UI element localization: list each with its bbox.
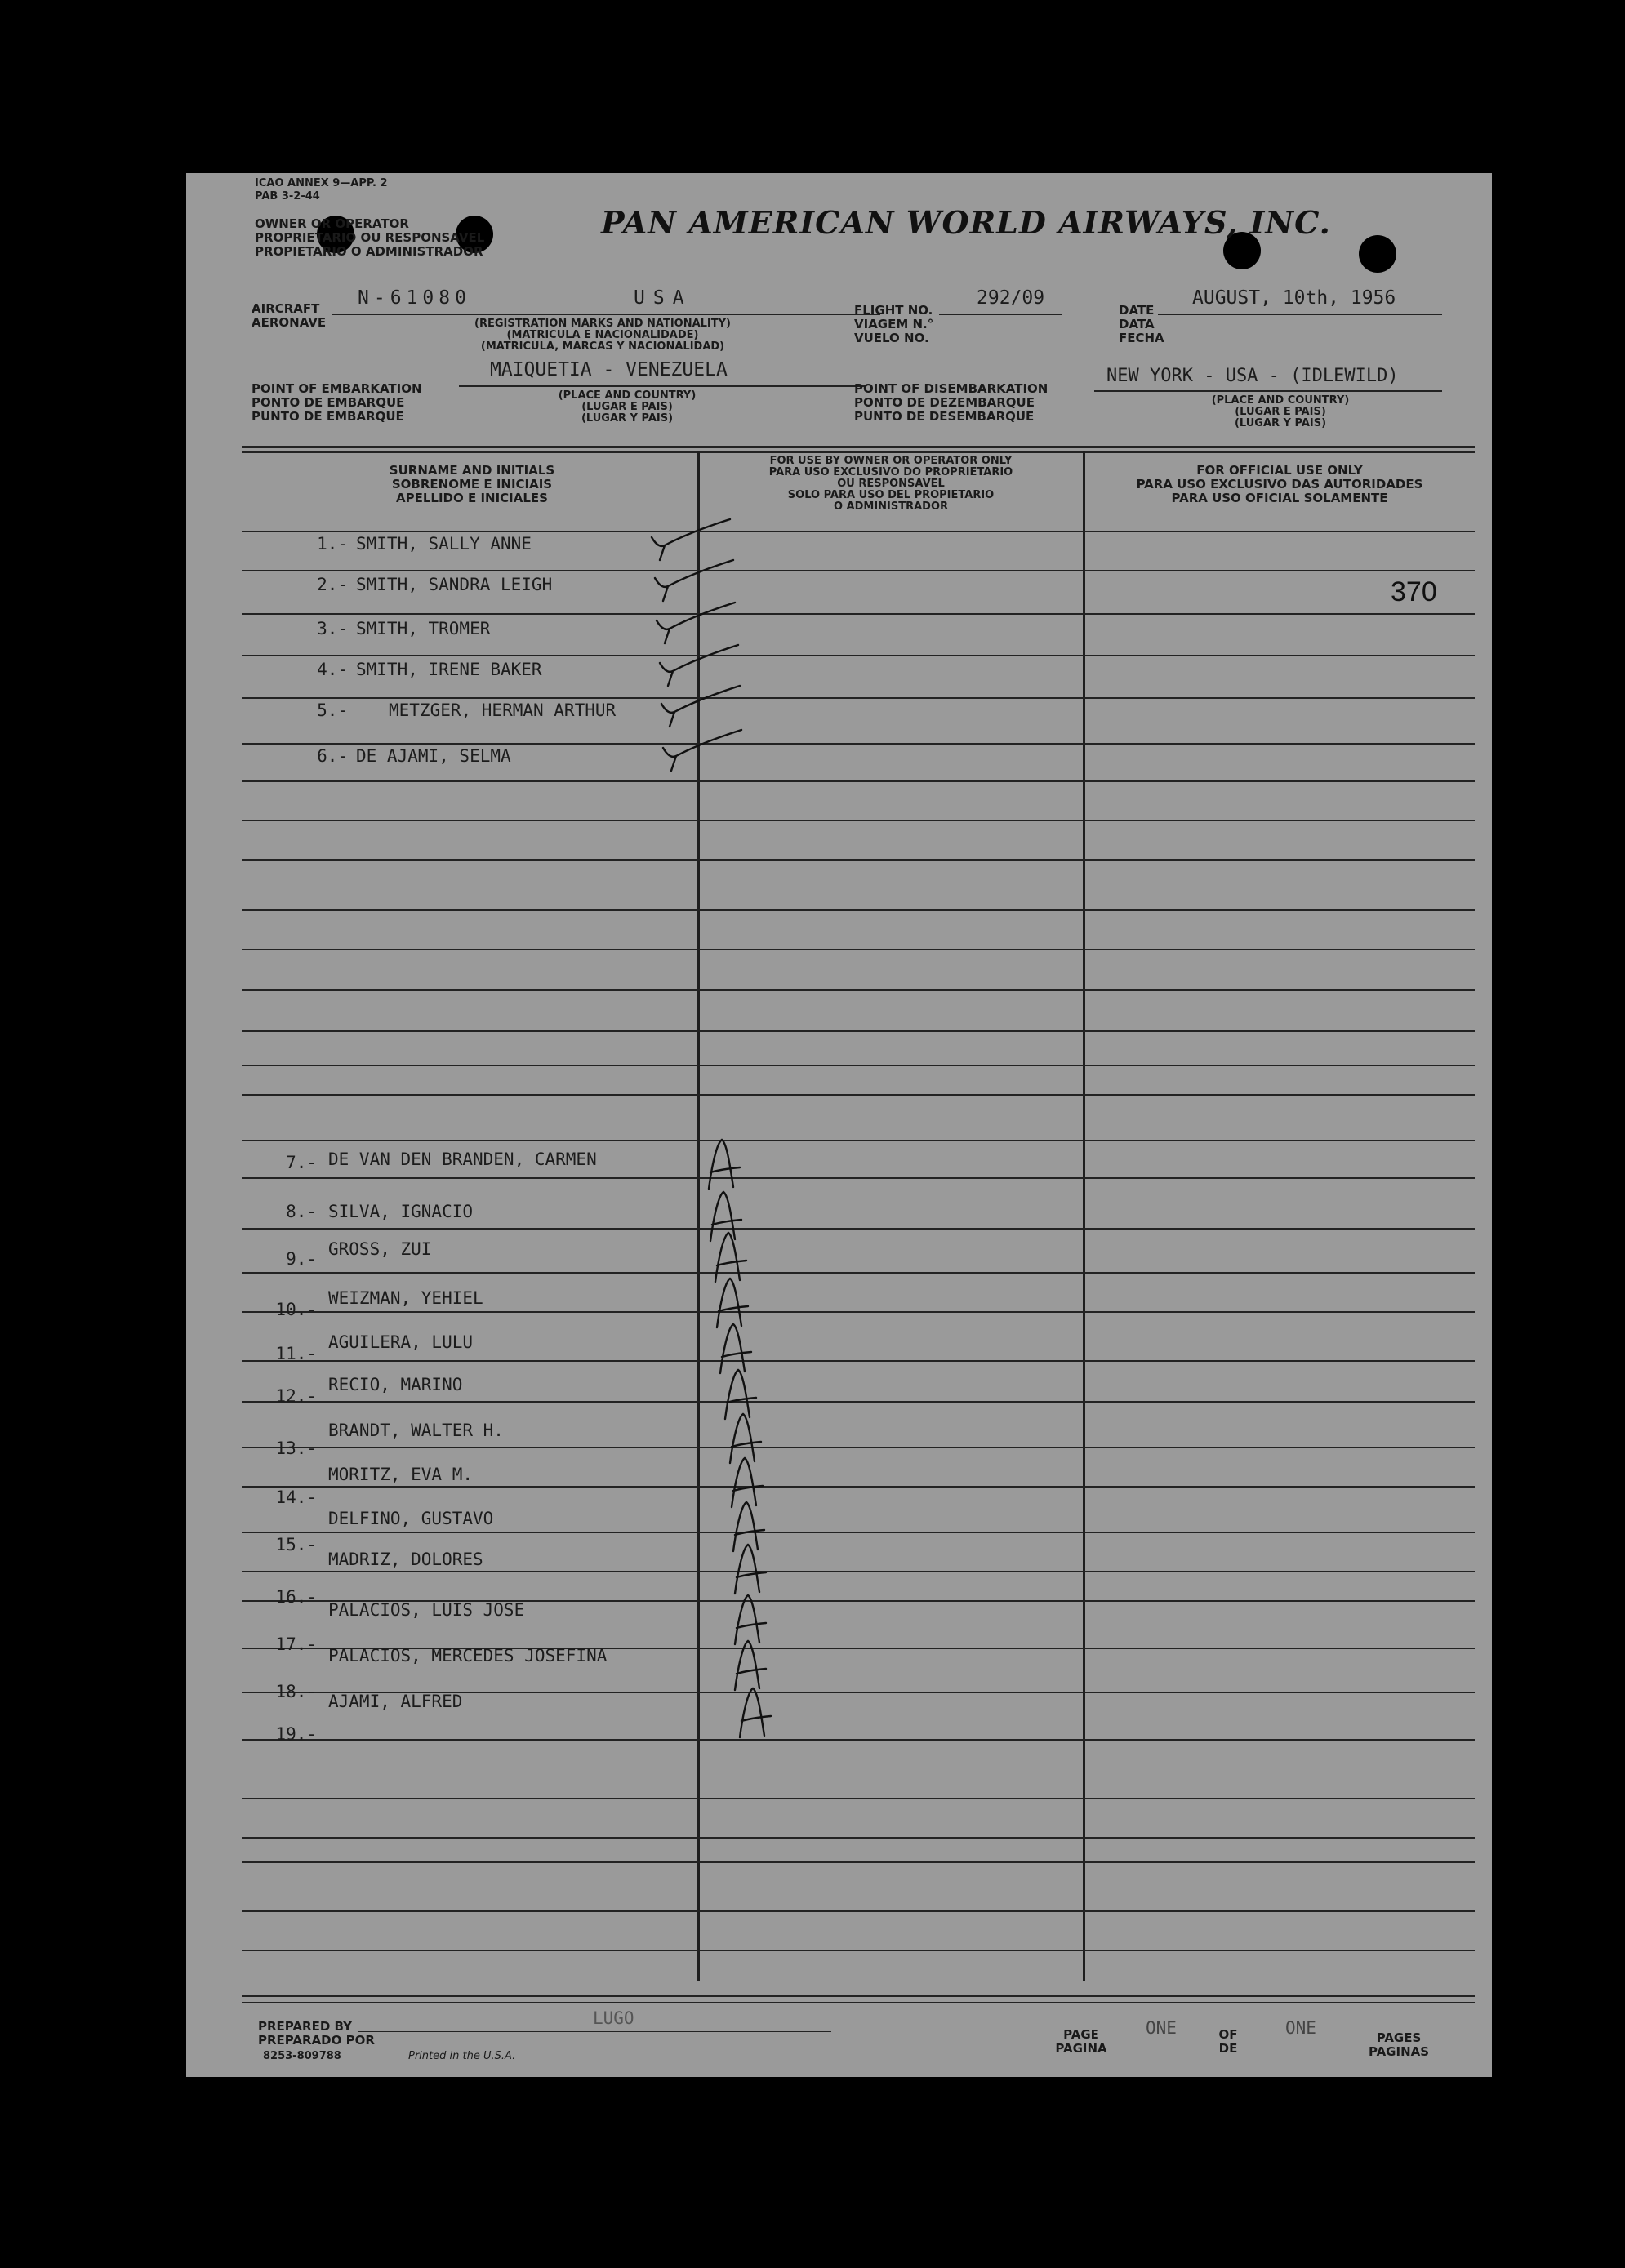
form-code: PAB 3-2-44	[255, 190, 320, 202]
row-number: 15.-	[275, 1535, 317, 1554]
a-mark	[733, 1502, 764, 1551]
a-mark	[730, 1414, 761, 1463]
passenger-name: AGUILERA, LULU	[328, 1332, 474, 1352]
passenger-name: MADRIZ, DOLORES	[328, 1550, 483, 1569]
pages-label: PAGES PAGINAS	[1368, 2030, 1430, 2059]
manifest-sheet	[186, 173, 1492, 2077]
row-number: 14.-	[275, 1488, 317, 1507]
row-number: 12.-	[275, 1386, 317, 1406]
column-header-name: SURNAME AND INITIALS SOBRENOME E INICIAIS APELLIDO E INICIALES	[389, 463, 555, 505]
row-number: 19.-	[275, 1724, 317, 1744]
prepared-label: PREPARED BY PREPARADO POR	[258, 2019, 375, 2048]
of-label: OF DE	[1218, 2027, 1238, 2056]
a-mark	[720, 1324, 751, 1373]
check-mark	[655, 560, 733, 601]
row-number: 1.-	[317, 534, 348, 554]
aircraft-label: AIRCRAFT AERONAVE	[252, 301, 327, 330]
row-number: 17.-	[275, 1634, 317, 1654]
prepared-value: LUGO	[593, 2008, 634, 2028]
check-mark	[663, 730, 741, 771]
official-note: 370	[1391, 576, 1437, 607]
date-value: AUGUST, 10th, 1956	[1192, 287, 1396, 309]
check-mark	[661, 686, 740, 727]
embarkation-label: POINT OF EMBARKATION PONTO DE EMBARQUE PUNTO DE EMBARQUE	[252, 381, 422, 424]
check-mark	[657, 603, 735, 643]
passenger-name: PALACIOS, MERCEDES JOSEFINA	[328, 1646, 608, 1665]
passenger-name: DELFINO, GUSTAVO	[328, 1509, 494, 1528]
flight-number: 292/09	[977, 287, 1045, 309]
row-number: 3.-	[317, 619, 348, 638]
a-mark	[710, 1192, 741, 1241]
row-number: 16.-	[275, 1587, 317, 1607]
passenger-name: WEIZMAN, YEHIEL	[328, 1288, 483, 1308]
row-number: 2.-	[317, 575, 348, 594]
passenger-name: METZGER, HERMAN ARTHUR	[389, 700, 617, 720]
a-mark	[715, 1233, 746, 1282]
column-header-official: FOR OFFICIAL USE ONLY PARA USO EXCLUSIVO DAS AUTORIDADES PARA USO OFICIAL SOLAMENTE	[1136, 463, 1423, 505]
row-number: 6.-	[317, 746, 348, 766]
passenger-name: SMITH, TROMER	[356, 619, 491, 638]
row-number: 7.-	[286, 1153, 317, 1172]
passenger-name: MORITZ, EVA M.	[328, 1465, 474, 1484]
a-mark	[735, 1595, 766, 1644]
disembarkation-note: (PLACE AND COUNTRY) (LUGAR E PAIS) (LUGAR Y PAIS)	[1211, 394, 1350, 429]
page-value: ONE	[1146, 2018, 1177, 2038]
passenger-name: DE AJAMI, SELMA	[356, 746, 511, 766]
passenger-name: DE VAN DEN BRANDEN, CARMEN	[328, 1150, 597, 1169]
passenger-name: SMITH, SANDRA LEIGH	[356, 575, 553, 594]
row-number: 18.-	[275, 1682, 317, 1701]
disembarkation-label: POINT OF DISEMBARKATION PONTO DE DEZEMBARQUE PUNTO DE DESEMBARQUE	[854, 381, 1048, 424]
a-mark	[725, 1370, 756, 1419]
row-number: 13.-	[275, 1439, 317, 1458]
page-label: PAGE PAGINA	[1055, 2027, 1107, 2056]
of-value: ONE	[1285, 2018, 1316, 2038]
owner-label: OWNER OR OPERATOR PROPRIETARIO OU RESPONSAVEL PROPIETARIO O ADMINISTRADOR	[255, 216, 485, 259]
date-label: DATE DATA FECHA	[1119, 303, 1164, 345]
row-number: 8.-	[286, 1202, 317, 1221]
passenger-name: GROSS, ZUI	[328, 1239, 432, 1259]
check-mark	[660, 645, 738, 686]
row-number: 4.-	[317, 660, 348, 679]
passenger-name: AJAMI, ALFRED	[328, 1692, 463, 1711]
a-mark	[735, 1545, 766, 1594]
printed-note: Printed in the U.S.A.	[408, 2050, 516, 2062]
a-mark	[709, 1140, 740, 1189]
aircraft-nationality: USA	[634, 287, 692, 309]
airline-name: PAN AMERICAN WORLD AIRWAYS, INC.	[601, 204, 1331, 241]
form-number: 8253-809788	[263, 2050, 341, 2062]
row-number: 9.-	[286, 1249, 317, 1269]
row-number: 11.-	[275, 1344, 317, 1363]
handwritten-marks	[186, 173, 1492, 2077]
a-mark	[717, 1279, 748, 1327]
passenger-name: RECIO, MARINO	[328, 1375, 463, 1394]
passenger-name: PALACIOS, LUIS JOSE	[328, 1600, 525, 1620]
a-mark	[732, 1458, 763, 1507]
a-mark	[740, 1688, 771, 1737]
passenger-name: SMITH, IRENE BAKER	[356, 660, 542, 679]
passenger-name: SILVA, IGNACIO	[328, 1202, 474, 1221]
icao-code: ICAO ANNEX 9—APP. 2	[255, 177, 388, 189]
check-mark	[652, 519, 730, 560]
aircraft-registration: N-61080	[358, 287, 471, 309]
embarkation-value: MAIQUETIA - VENEZUELA	[490, 359, 728, 380]
flight-label: FLIGHT NO. VIAGEM N.° VUELO NO.	[854, 303, 934, 345]
column-header-owner: FOR USE BY OWNER OR OPERATOR ONLY PARA USO EXCLUSIVO DO PROPRIETARIO OU RESPONSAVEL SOLO PARA USO DEL PROPIETARIO O ADMINISTRADOR	[768, 455, 1013, 513]
a-mark	[735, 1641, 766, 1690]
row-number: 10.-	[275, 1300, 317, 1319]
embarkation-note: (PLACE AND COUNTRY) (LUGAR E PAIS) (LUGAR Y PAIS)	[558, 389, 697, 425]
row-number: 5.-	[317, 700, 348, 720]
passenger-name: BRANDT, WALTER H.	[328, 1421, 504, 1440]
passenger-name: SMITH, SALLY ANNE	[356, 534, 532, 554]
aircraft-note: (REGISTRATION MARKS AND NATIONALITY) (MATRICULA E NACIONALIDADE) (MATRICULA, MARCAS Y NACIONALIDAD)	[474, 318, 731, 353]
disembarkation-value: NEW YORK - USA - (IDLEWILD)	[1106, 366, 1399, 386]
